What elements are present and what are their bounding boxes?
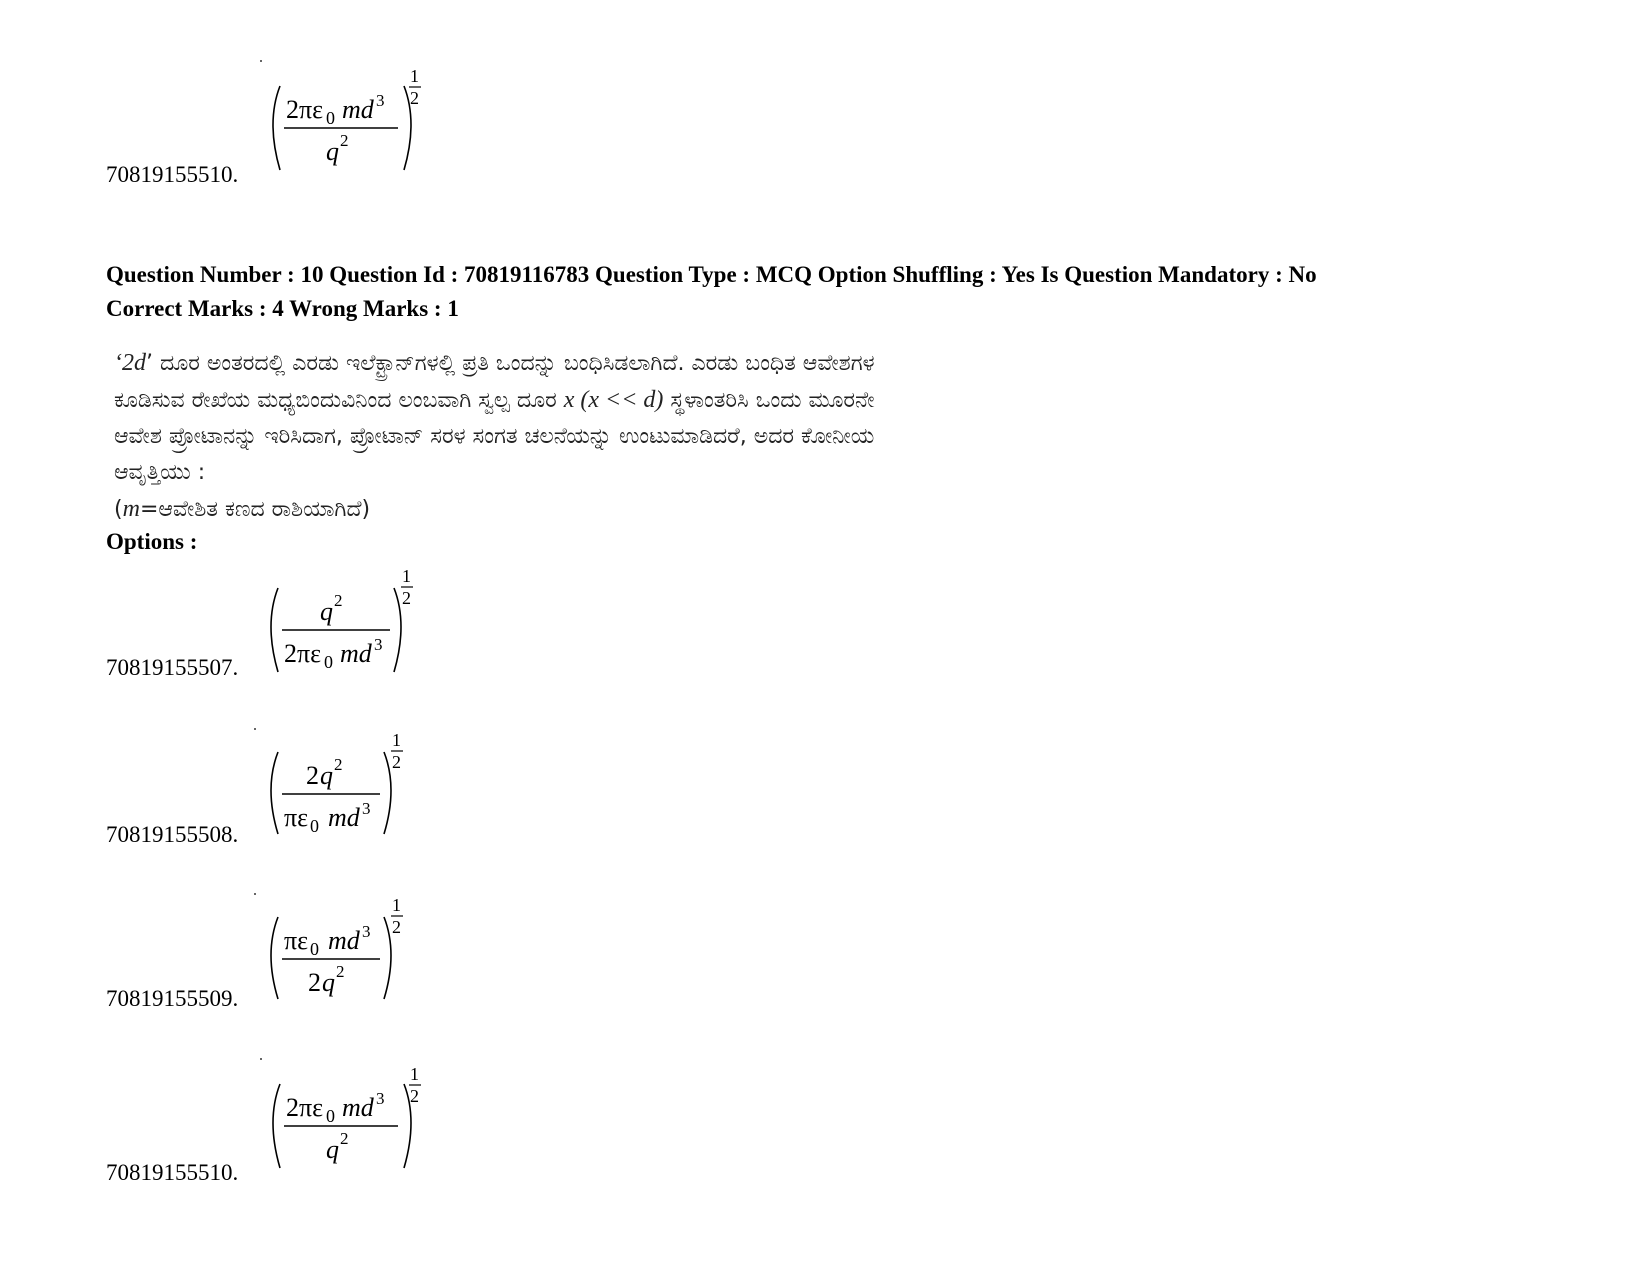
svg-text:q: q xyxy=(326,1135,339,1164)
svg-text:2: 2 xyxy=(306,761,319,790)
svg-text:πε: πε xyxy=(284,926,309,955)
option-3-id: 70819155509. xyxy=(106,986,239,1011)
svg-text:1: 1 xyxy=(392,730,401,750)
svg-text:md: md xyxy=(340,639,372,668)
svg-text:q: q xyxy=(320,761,333,790)
svg-text:2: 2 xyxy=(402,588,411,608)
question-line-4: ಆವೃತ್ತಿಯು : xyxy=(114,460,206,485)
formula-option-4 xyxy=(266,1060,456,1190)
svg-text:2: 2 xyxy=(308,968,321,997)
svg-text:2: 2 xyxy=(410,88,419,108)
svg-text:3: 3 xyxy=(362,922,371,941)
formula-top-option xyxy=(266,62,456,192)
svg-text:md: md xyxy=(342,1093,374,1122)
svg-text:2πε: 2πε xyxy=(286,1093,324,1122)
question-header: Question Number : 10 Question Id : 70819116783 Question Type : MCQ Option Shuffling : Yes Is Question Mandatory : No xyxy=(106,262,1317,287)
question-line-3: ಆವೇಶ ಪ್ರೋಟಾನನ್ನು ಇರಿಸಿದಾಗ, ಪ್ರೋಟಾನ್ ಸರಳ ಸಂಗತ ಚಲನೆಯನ್ನು ಉಂಟುಮಾಡಿದರೆ, ಅದರ ಕೋನೀಯ xyxy=(114,424,875,449)
question-line-2: ಕೂಡಿಸುವ ರೇಖೆಯ ಮಧ್ಯಬಿಂದುವಿನಿಂದ ಲಂಬವಾಗಿ ಸ್ವಲ್ಪ ದೂರ x (x << d) ಸ್ಥಳಾಂತರಿಸಿ ಒಂದು ಮೂರನೇ xyxy=(114,387,875,413)
svg-text:2: 2 xyxy=(410,1086,419,1106)
speck xyxy=(260,1058,262,1060)
svg-text:1: 1 xyxy=(392,895,401,915)
svg-text:q: q xyxy=(320,597,333,626)
svg-text:0: 0 xyxy=(326,108,335,128)
svg-text:2: 2 xyxy=(334,591,343,610)
svg-text:2πε: 2πε xyxy=(286,95,324,124)
svg-text:1: 1 xyxy=(402,566,411,586)
svg-text:0: 0 xyxy=(326,1106,335,1126)
formula-option-3 xyxy=(266,895,456,1025)
svg-text:2: 2 xyxy=(334,755,343,774)
option-4-id: 70819155510. xyxy=(106,1160,239,1185)
formula-option-2 xyxy=(266,730,456,860)
svg-text:2πε: 2πε xyxy=(284,639,322,668)
question-line-1: ‘2d’ ದೂರ ಅಂತರದಲ್ಲಿ ಎರಡು ಇಲೆಕ್ಟ್ರಾನ್‌ಗಳಲ್ಲಿ ಪ್ರತಿ ಒಂದನ್ನು ಬಂಧಿಸಿಡಲಾಗಿದೆ. ಎರಡು ಬಂಧಿತ ಆವೇಶಗಳ xyxy=(114,350,875,376)
svg-text:2: 2 xyxy=(392,752,401,772)
svg-text:2: 2 xyxy=(340,131,349,150)
svg-text:md: md xyxy=(328,803,360,832)
svg-text:md: md xyxy=(342,95,374,124)
question-line-5: (m=ಆವೇಶಿತ ಕಣದ ರಾಶಿಯಾಗಿದೆ) xyxy=(114,496,371,522)
speck xyxy=(254,728,256,730)
svg-text:0: 0 xyxy=(310,939,319,959)
svg-text:q: q xyxy=(322,968,335,997)
svg-text:2: 2 xyxy=(340,1129,349,1148)
svg-text:3: 3 xyxy=(376,91,385,110)
svg-text:πε: πε xyxy=(284,803,309,832)
marks-header: Correct Marks : 4 Wrong Marks : 1 xyxy=(106,296,459,321)
svg-text:1: 1 xyxy=(410,1064,419,1084)
speck xyxy=(254,893,256,895)
svg-text:3: 3 xyxy=(374,635,383,654)
svg-text:2: 2 xyxy=(392,917,401,937)
svg-text:0: 0 xyxy=(324,652,333,672)
formula-option-1 xyxy=(266,562,456,692)
svg-text:3: 3 xyxy=(362,799,371,818)
svg-text:0: 0 xyxy=(310,816,319,836)
option-2-id: 70819155508. xyxy=(106,822,239,847)
svg-text:md: md xyxy=(328,926,360,955)
svg-text:q: q xyxy=(326,137,339,166)
top-option-id: 70819155510. xyxy=(106,162,239,187)
svg-text:2: 2 xyxy=(336,962,345,981)
svg-text:3: 3 xyxy=(376,1089,385,1108)
option-1-id: 70819155507. xyxy=(106,655,239,680)
question-text xyxy=(114,345,1214,528)
speck xyxy=(260,60,262,62)
options-label: Options : xyxy=(106,529,198,554)
svg-text:1: 1 xyxy=(410,66,419,86)
